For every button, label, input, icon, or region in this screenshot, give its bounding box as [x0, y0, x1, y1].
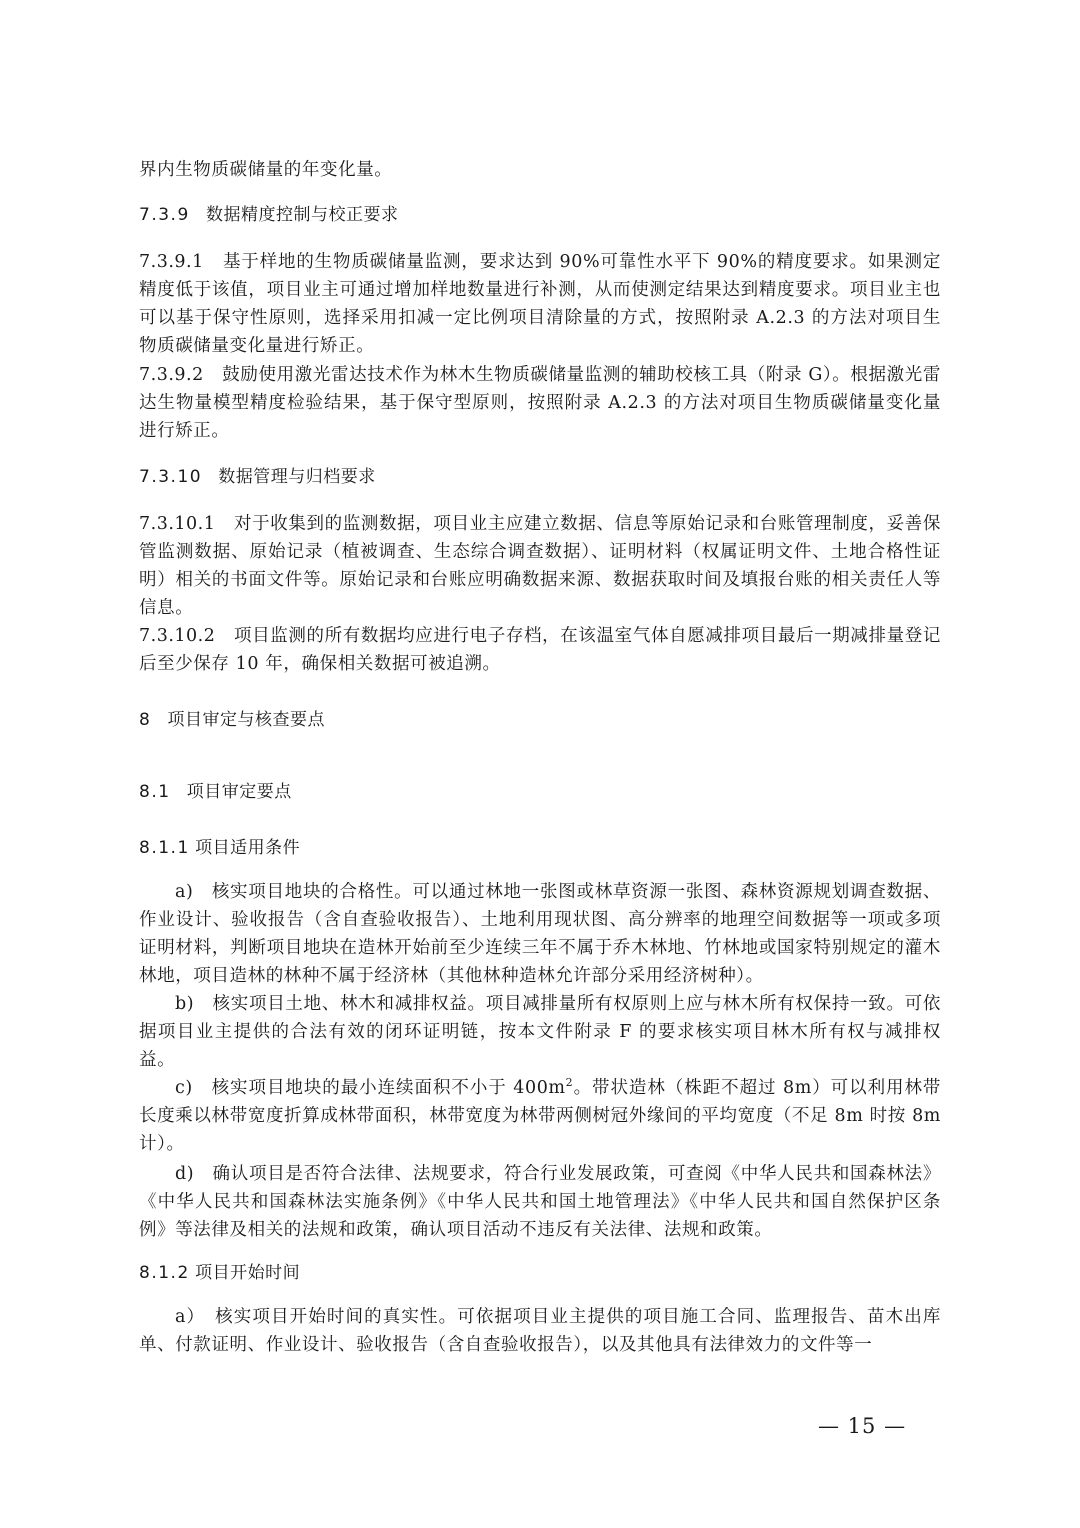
paragraph-text: 对于收集到的监测数据，项目业主应建立数据、信息等原始记录和台账管理制度，妥善保管监测数据、原始记录（植被调查、生态综合调查数据）、证明材料（权属证明文件、土地合格性证明）相关的书面文件等。原始记录和台账应明确数据来源、数据获取时间及填报台账的相关责任人等信息。 — [139, 514, 941, 618]
page-number: — 15 — — [818, 1414, 907, 1438]
item-8-1-2-a: a） 核实项目开始时间的真实性。可依据项目业主提供的项目施工合同、监理报告、苗木出库单、付款证明、作业设计、验收报告（含自查验收报告），以及其他具有法律效力的文件等一 — [139, 1307, 941, 1355]
paragraph-number: 7.3.10.2 — [139, 626, 216, 646]
heading-8-1-2 — [139, 1260, 941, 1286]
heading-number: 7.3.10 — [139, 467, 203, 487]
heading-8 — [139, 707, 941, 733]
paragraph-7-3-9-2 — [139, 361, 941, 445]
heading-title: 项目开始时间 — [195, 1263, 301, 1283]
heading-7-3-9 — [139, 202, 941, 228]
heading-number: 8.1 — [139, 782, 171, 802]
item-8-1-1-d: d) 确认项目是否符合法律、法规要求，符合行业发展政策，可查阅《中华人民共和国森林法》《中华人民共和国森林法实施条例》《中华人民共和国土地管理法》《中华人民共和国自然保护区条例》等法律及相关的法规和政策，确认项目活动不违反有关法律、法规和政策。 — [139, 1164, 941, 1240]
heading-title: 项目适用条件 — [195, 838, 301, 858]
paragraph-number: 7.3.10.1 — [139, 514, 216, 534]
item-8-1-1-a: a) 核实项目地块的合格性。可以通过林地一张图或林草资源一张图、森林资源规划调查数据、作业设计、验收报告（含自查验收报告）、土地利用现状图、高分辨率的地理空间数据等一项或多项证明材料，判断项目地块在造林开始前至少连续三年不属于乔木林地、竹林地或国家特别规定的灌木林地，项目造林的林种不属于经济林（其他林种造林允许部分采用经济树种）。 — [139, 882, 941, 986]
heading-7-3-10 — [139, 464, 941, 490]
document-page — [139, 0, 941, 1528]
heading-number: 8.1.1 — [139, 838, 190, 858]
item-text-end: 。带状造林（株距不超过 8m）可以利用林带长度乘以林带宽度折算成林带面积，林带宽度为林带两侧树冠外缘间的平均宽度（不足 8m 时按 8m 计）。 — [139, 1078, 941, 1154]
item-8-1-1-c — [139, 1074, 941, 1158]
heading-title: 数据精度控制与校正要求 — [205, 205, 399, 225]
paragraph-7-3-9-1 — [139, 248, 941, 360]
intro-line: 界内生物质碳储量的年变化量。 — [139, 160, 393, 180]
paragraph-text: 项目监测的所有数据均应进行电子存档，在该温室气体自愿减排项目最后一期减排量登记后至少保存 10 年，确保相关数据可被追溯。 — [139, 626, 941, 674]
paragraph-7-3-10-1 — [139, 510, 941, 622]
item-8-1-1-b: b) 核实项目土地、林木和减排权益。项目减排量所有权原则上应与林木所有权保持一致。可依据项目业主提供的合法有效的闭环证明链，按本文件附录 F 的要求核实项目林木所有权与减排权益。 — [139, 994, 941, 1070]
heading-title: 项目审定与核查要点 — [167, 710, 326, 730]
heading-number: 8 — [139, 710, 152, 730]
heading-number: 7.3.9 — [139, 205, 190, 225]
heading-8-1 — [139, 779, 941, 805]
heading-8-1-1 — [139, 835, 941, 861]
heading-title: 项目审定要点 — [186, 782, 292, 802]
heading-title: 数据管理与归档要求 — [218, 467, 376, 487]
heading-number: 8.1.2 — [139, 1263, 190, 1283]
paragraph-text: 鼓励使用激光雷达技术作为林木生物质碳储量监测的辅助校核工具（附录 G）。根据激光雷达生物量模型精度检验结果，基于保守型原则，按照附录 A.2.3 的方法对项目生物质碳储量变化量进行矫正。 — [139, 365, 941, 441]
paragraph-number: 7.3.9.1 — [139, 252, 204, 272]
paragraph-text: 基于样地的生物质碳储量监测，要求达到 90%可靠性水平下 90%的精度要求。如果测定精度低于该值，项目业主可通过增加样地数量进行补测，从而使测定结果达到精度要求。项目业主也可以基于保守性原则，选择采用扣减一定比例项目清除量的方式，按照附录 A.2.3 的方法对项目生物质碳储量变化量进行矫正。 — [139, 252, 941, 356]
paragraph-number: 7.3.9.2 — [139, 365, 204, 385]
superscript: 2 — [565, 1076, 574, 1090]
item-text-start: c) 核实项目地块的最小连续面积不小于 400m — [175, 1078, 566, 1098]
paragraph-7-3-10-2 — [139, 622, 941, 678]
